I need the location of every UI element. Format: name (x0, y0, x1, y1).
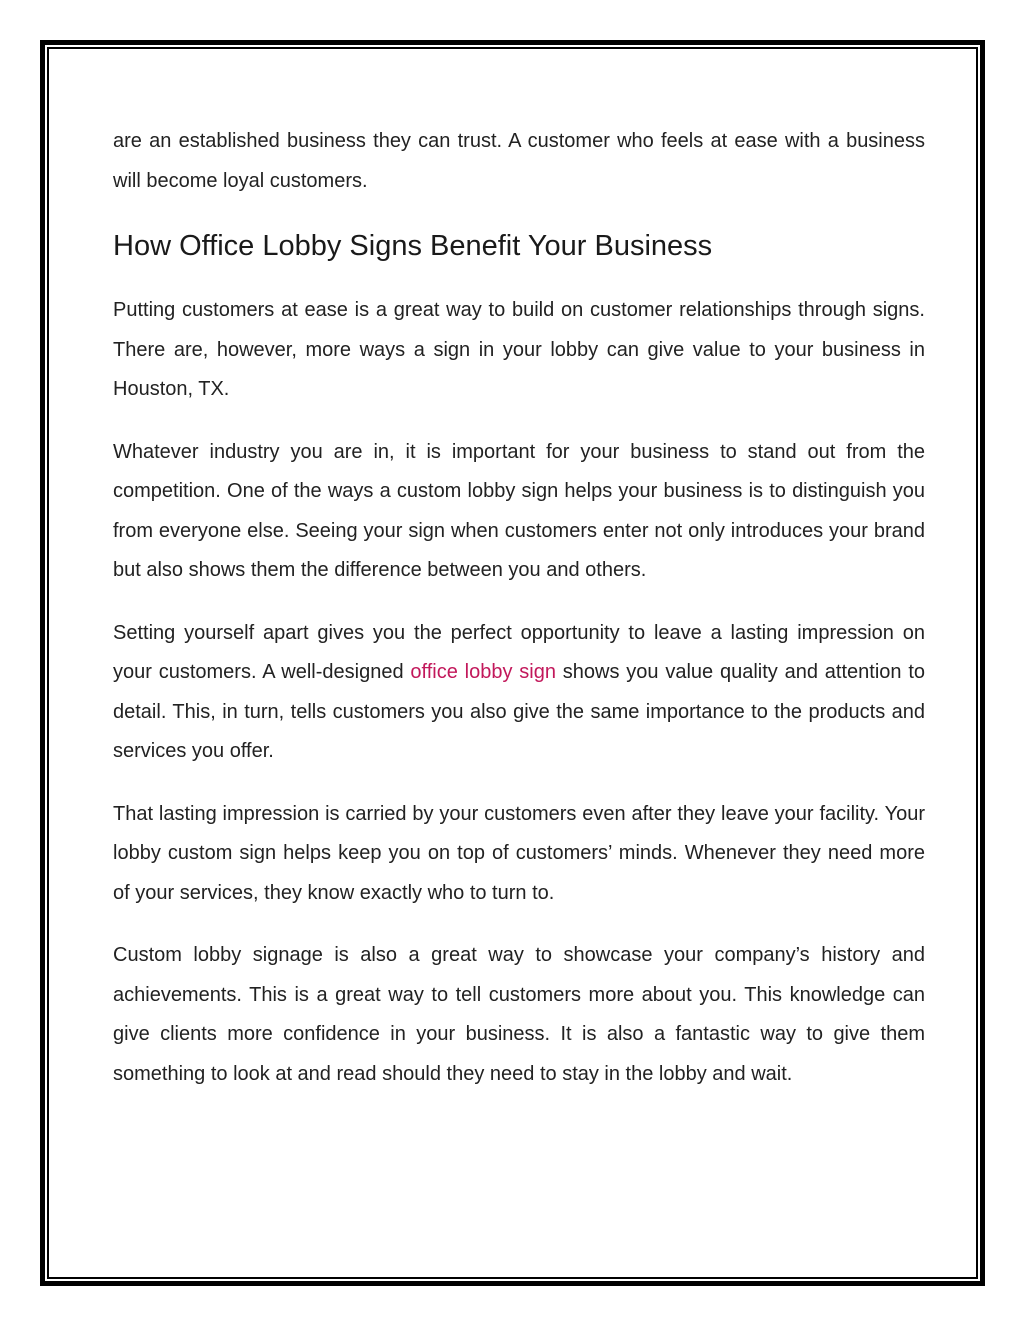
section-heading: How Office Lobby Signs Benefit Your Business (113, 230, 713, 262)
paragraph-3-text-before: Setting yourself apart gives you the perfect opportunity to leave a lasting impression on your customers. A well-designed (113, 621, 925, 683)
office-lobby-sign-link[interactable]: office lobby sign (410, 661, 556, 683)
document-body (113, 122, 925, 1117)
paragraph-1: Putting customers at ease is a great way to build on customer relationships through signs. There are, however, more ways a sign in your lobby can give value to your business in Houston, TX. (113, 299, 925, 400)
intro-paragraph: are an established business they can trust. A customer who feels at ease with a business will become loyal customers. (113, 130, 925, 192)
paragraph-4: That lasting impression is carried by your customers even after they leave your facility. Your lobby custom sign helps keep you on top of customers’ minds. Whenever they need more of your services, they know exactly who to turn to. (113, 802, 925, 904)
paragraph-2: Whatever industry you are in, it is important for your business to stand out from the competition. One of the ways a custom lobby sign helps your business is to distinguish you from everyone else. Seeing your sign when customers enter not only introduces your brand but also shows them the difference between you and others. (113, 440, 925, 581)
paragraph-3 (113, 614, 925, 772)
paragraph-3-text-after: shows you value quality and attention to detail. This, in turn, tells customers you also give the same importance to the products and services you offer. (113, 661, 925, 762)
paragraph-5: Custom lobby signage is also a great way to showcase your company’s history and achievements. This is a great way to tell customers more about you. This knowledge can give clients more confidence in your business. It is also a fantastic way to give them something to look at and read should they need to stay in the lobby and wait. (113, 944, 925, 1085)
